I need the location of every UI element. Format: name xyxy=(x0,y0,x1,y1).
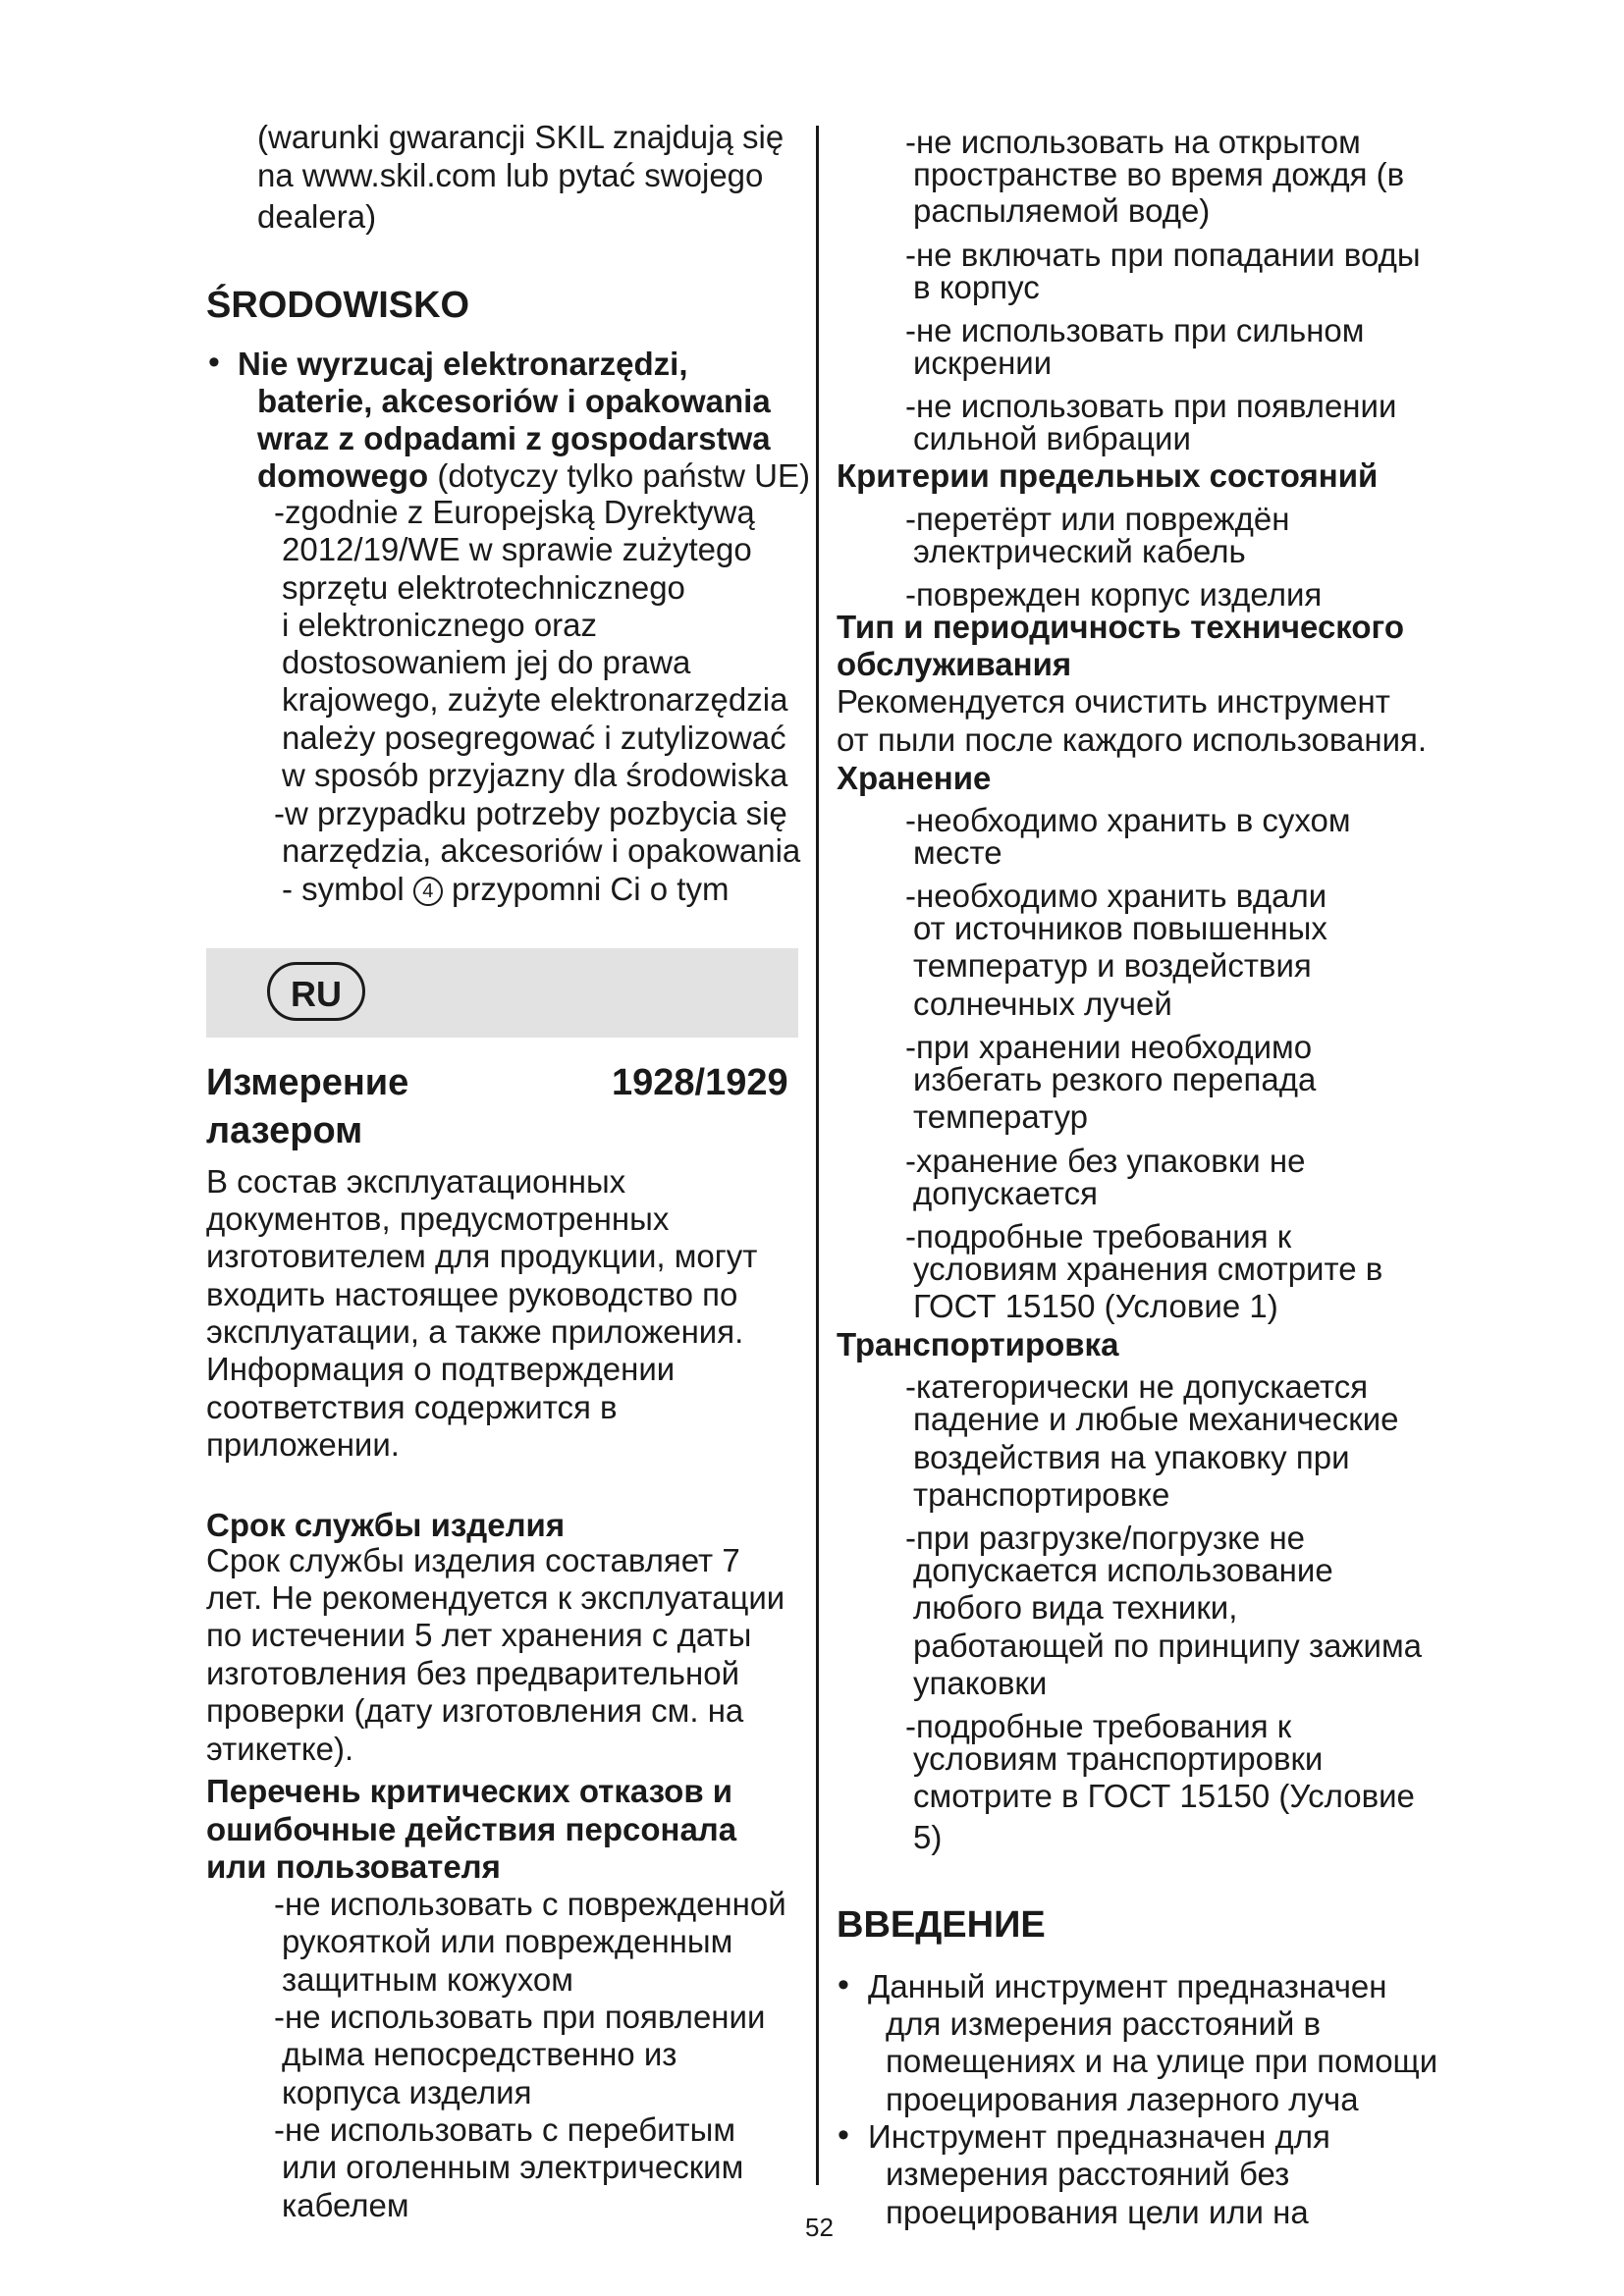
maint-line-1: Рекомендуется очистить инструмент xyxy=(837,683,1390,720)
env-sub2-line-2: narzędzia, akcesoriów i opakowania xyxy=(282,832,801,869)
bullet-dot: • xyxy=(838,2116,849,2154)
service-line-3: по истечении 5 лет хранения с даты xyxy=(206,1617,752,1653)
service-line-5: проверки (дату изготовления см. на xyxy=(206,1692,744,1729)
transport-3-line-3: смотрите в ГОСТ 15150 (Условие xyxy=(913,1778,1415,1814)
model-number: 1928/1929 xyxy=(612,1062,788,1103)
storage-1-line-2: месте xyxy=(913,834,1002,871)
storage-4-line-1: -хранение без упаковки не xyxy=(905,1143,1306,1179)
symbol-prefix: - symbol xyxy=(282,871,413,907)
fault-2-line-3: корпуса изделия xyxy=(282,2074,532,2110)
intro-line-6: Информация о подтверждении xyxy=(206,1351,676,1387)
section-title-line-2: лазером xyxy=(206,1110,363,1151)
rfault-2-line-1: -не включать при попадании воды xyxy=(905,237,1421,273)
service-line-1: Срок службы изделия составляет 7 xyxy=(206,1542,740,1578)
transport-1-line-1: -категорически не допускается xyxy=(905,1368,1369,1405)
fault-3-line-2: или оголенным электрическим xyxy=(282,2149,744,2185)
env-bullet-line-2: baterie, akcesoriów i opakowania xyxy=(257,383,771,419)
symbol-4-icon: 4 xyxy=(413,877,443,906)
warranty-line-3: dealera) xyxy=(257,198,377,235)
service-heading: Срок службы изделия xyxy=(206,1507,566,1543)
service-line-6: этикетке). xyxy=(206,1731,354,1767)
intro-line-8: приложении. xyxy=(206,1426,400,1463)
introduction-heading: ВВЕДЕНИЕ xyxy=(837,1904,1046,1946)
storage-1-line-1: -необходимо хранить в сухом xyxy=(905,802,1351,838)
env-sub2-line-3 xyxy=(282,871,729,908)
env-sub1-line-4: i elektronicznego oraz xyxy=(282,607,598,643)
fault-1-line-2: рукояткой или поврежденным xyxy=(282,1923,733,1959)
limit-1-line-2: электрический кабель xyxy=(913,533,1246,569)
intro-bullet-1-line-1: Данный инструмент предназначен xyxy=(868,1968,1387,2004)
storage-2-line-4: солнечных лучей xyxy=(913,986,1172,1022)
storage-heading: Хранение xyxy=(837,760,992,796)
transport-3-line-1: -подробные требования к xyxy=(905,1708,1292,1744)
env-sub1-line-3: sprzętu elektrotechnicznego xyxy=(282,569,685,606)
env-sub1-line-1: -zgodnie z Europejską Dyrektywą xyxy=(274,494,755,530)
env-sub1-line-7: należy posegregować i zutylizować xyxy=(282,720,786,756)
maint-heading-1: Тип и периодичность технического xyxy=(837,609,1404,645)
transport-heading: Транспортировка xyxy=(837,1326,1119,1362)
fault-2-line-2: дыма непосредственно из xyxy=(282,2036,677,2072)
storage-4-line-2: допускается xyxy=(913,1175,1098,1211)
env-bold-word: domowego xyxy=(257,457,429,494)
storage-5-line-3: ГОСТ 15150 (Условие 1) xyxy=(913,1288,1278,1324)
env-sub2-line-1: -w przypadku potrzeby pozbycia się xyxy=(274,795,787,831)
symbol-suffix: przypomni Ci o tym xyxy=(442,871,730,907)
intro-line-4: входить настоящее руководство по xyxy=(206,1276,738,1312)
rfault-4-line-2: сильной вибрации xyxy=(913,420,1191,456)
env-sub1-line-5: dostosowaniem jej do prawa xyxy=(282,644,691,680)
storage-3-line-1: -при хранении необходимо xyxy=(905,1029,1313,1065)
rfault-4-line-1: -не использовать при появлении xyxy=(905,388,1397,424)
bullet-dot: • xyxy=(838,1966,849,2003)
transport-2-line-1: -при разгрузке/погрузке не xyxy=(905,1520,1306,1556)
intro-line-3: изготовителем для продукции, могут xyxy=(206,1238,758,1274)
rfault-1-line-2: пространстве во время дождя (в xyxy=(913,156,1405,192)
transport-2-line-5: упаковки xyxy=(913,1665,1048,1701)
rfault-1-line-1: -не использовать на открытом xyxy=(905,124,1361,160)
transport-1-line-3: воздействия на упаковку при xyxy=(913,1439,1350,1475)
faults-heading-1: Перечень критических отказов и xyxy=(206,1773,733,1809)
intro-bullet-2-line-2: измерения расстояний без xyxy=(886,2156,1290,2192)
fault-3-line-3: кабелем xyxy=(282,2187,409,2223)
limit-2-line-1: -поврежден корпус изделия xyxy=(905,576,1323,613)
intro-bullet-2-line-3: проецирования цели или на xyxy=(886,2194,1309,2230)
language-badge: RU xyxy=(267,962,365,1021)
transport-1-line-4: транспортировке xyxy=(913,1476,1170,1513)
storage-5-line-2: условиям хранения смотрите в xyxy=(913,1251,1383,1287)
intro-line-2: документов, предусмотренных xyxy=(206,1201,670,1237)
storage-5-line-1: -подробные требования к xyxy=(905,1218,1292,1255)
warranty-line-2: na www.skil.com lub pytać swojego xyxy=(257,157,764,193)
column-divider xyxy=(816,126,819,2185)
faults-heading-2: ошибочные действия персонала xyxy=(206,1811,737,1847)
limit-heading: Критерии предельных состояний xyxy=(837,457,1379,494)
fault-1-line-3: защитным кожухом xyxy=(282,1961,573,1998)
rfault-3-line-1: -не использовать при сильном xyxy=(905,312,1365,348)
transport-2-line-3: любого вида техники, xyxy=(913,1589,1238,1626)
maint-line-2: от пыли после каждого использования. xyxy=(837,721,1428,758)
rfault-3-line-2: искрении xyxy=(913,345,1053,381)
transport-1-line-2: падение и любые механические xyxy=(913,1401,1399,1437)
intro-bullet-1-line-4: проецирования лазерного луча xyxy=(886,2081,1359,2117)
rfault-2-line-2: в корпус xyxy=(913,269,1040,305)
bullet-dot: • xyxy=(208,344,220,381)
transport-2-line-4: работающей по принципу зажима xyxy=(913,1628,1422,1664)
storage-3-line-2: избегать резкого перепада xyxy=(913,1061,1317,1097)
env-sub1-line-8: w sposób przyjazny dla środowiska xyxy=(282,757,788,793)
transport-2-line-2: допускается использование xyxy=(913,1552,1333,1588)
environment-heading: ŚRODOWISKO xyxy=(206,285,470,326)
section-title-line-1: Измерение xyxy=(206,1062,409,1103)
service-line-2: лет. Не рекомендуется к эксплуатации xyxy=(206,1579,785,1616)
maint-heading-2: обслуживания xyxy=(837,646,1072,682)
env-bullet-line-3: wraz z odpadami z gospodarstwa xyxy=(257,420,771,456)
env-bullet-line-4 xyxy=(257,457,810,495)
intro-bullet-1-line-3: помещениях и на улице при помощи xyxy=(886,2043,1438,2079)
transport-3-line-2: условиям транспортировки xyxy=(913,1740,1324,1777)
intro-line-1: В состав эксплуатационных xyxy=(206,1163,626,1200)
env-normal-tail: (dotyczy tylko państw UE) xyxy=(428,457,810,494)
fault-1-line-1: -не использовать с поврежденной xyxy=(274,1886,786,1922)
intro-bullet-2-line-1: Инструмент предназначен для xyxy=(868,2118,1330,2155)
limit-1-line-1: -перетёрт или повреждён xyxy=(905,501,1290,537)
storage-2-line-3: температур и воздействия xyxy=(913,947,1312,984)
env-bullet-line-1: Nie wyrzucaj elektronarzędzi, xyxy=(238,346,688,382)
storage-3-line-3: температур xyxy=(913,1098,1088,1135)
fault-3-line-1: -не использовать с перебитым xyxy=(274,2111,736,2148)
page-number: 52 xyxy=(805,2213,834,2242)
intro-bullet-1-line-2: для измерения расстояний в xyxy=(886,2005,1322,2042)
env-sub1-line-6: krajowego, zużyte elektronarzędzia xyxy=(282,681,788,718)
intro-line-5: эксплуатации, а также приложения. xyxy=(206,1313,744,1350)
service-line-4: изготовления без предварительной xyxy=(206,1655,740,1691)
storage-2-line-1: -необходимо хранить вдали xyxy=(905,878,1327,914)
faults-heading-3: или пользователя xyxy=(206,1848,501,1885)
warranty-line-1: (warunki gwarancji SKIL znajdują się xyxy=(257,119,785,155)
storage-2-line-2: от источников повышенных xyxy=(913,910,1327,946)
fault-2-line-1: -не использовать при появлении xyxy=(274,1999,766,2035)
transport-3-line-4: 5) xyxy=(913,1819,943,1855)
intro-line-7: соответствия содержится в xyxy=(206,1389,618,1425)
rfault-1-line-3: распыляемой воде) xyxy=(913,192,1211,229)
env-sub1-line-2: 2012/19/WE w sprawie zużytego xyxy=(282,531,752,567)
